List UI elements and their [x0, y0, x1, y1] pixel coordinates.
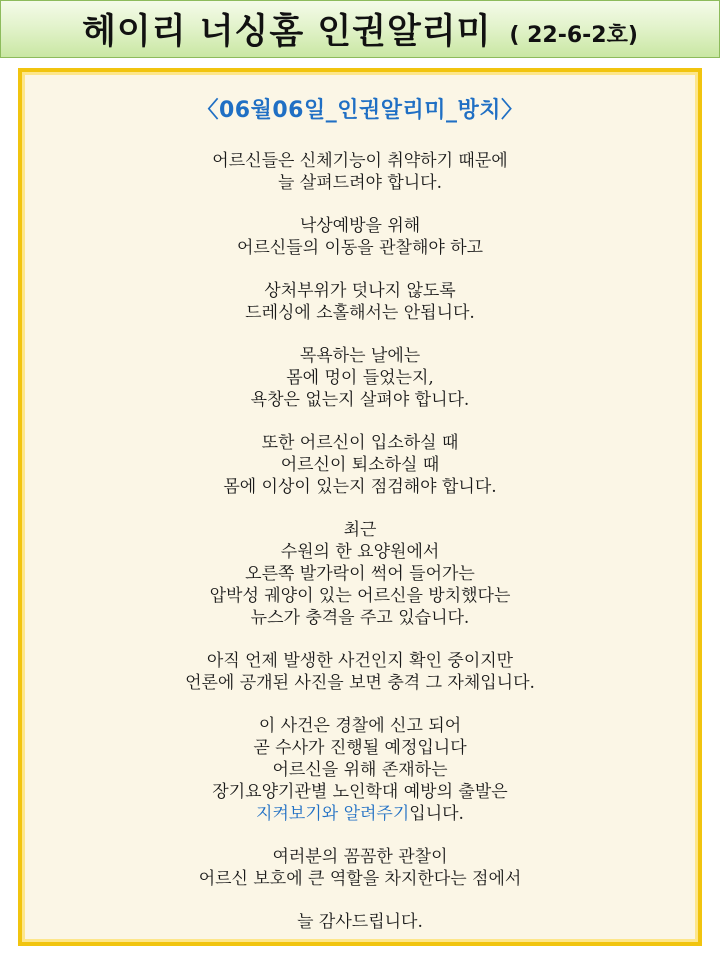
notice-content [18, 68, 702, 946]
text-line: 압박성 궤양이 있는 어르신을 방치했다는 [209, 586, 511, 606]
page-title: 헤이리 너싱홈 인권알리미 [82, 12, 492, 52]
paragraph-8 [18, 715, 702, 825]
header-banner [0, 0, 720, 58]
text-line: 또한 어르신이 입소하실 때 [261, 433, 459, 453]
text-line: 아직 언제 발생한 사건인지 확인 중이지만 [206, 651, 514, 671]
paragraph-4 [18, 345, 702, 411]
text-line: 늘 살펴드려야 합니다. [277, 173, 442, 193]
paragraph-9 [18, 846, 702, 890]
text-line: 여러분의 꼼꼼한 관찰이 [272, 847, 448, 867]
text-line: 몸에 이상이 있는지 점검해야 합니다. [223, 477, 497, 497]
paragraph-10 [18, 911, 702, 933]
text-line: 수원의 한 요양원에서 [280, 542, 440, 562]
paragraph-7 [18, 650, 702, 694]
paragraph-2 [18, 215, 702, 259]
text-line: 어르신이 퇴소하실 때 [280, 455, 440, 475]
highlight-line [18, 803, 702, 825]
text-line: 오른쪽 발가락이 썩어 들어가는 [245, 564, 475, 584]
text-line: 몸에 멍이 들었는지, [286, 368, 434, 388]
notice-title: 〈06월06일_인권알리미_방치〉 [196, 98, 524, 123]
text-line: 뉴스가 충격을 주고 있습니다. [250, 608, 470, 628]
text-line: 언론에 공개된 사진을 보면 충격 그 자체입니다. [185, 673, 535, 693]
text-line: 늘 감사드립니다. [297, 912, 423, 932]
notice-body [18, 150, 702, 954]
paragraph-3 [18, 280, 702, 324]
paragraph-6 [18, 519, 702, 629]
text-line: 목욕하는 날에는 [299, 346, 421, 366]
text-line: 어르신 보호에 큰 역할을 차지한다는 점에서 [198, 869, 522, 889]
text-line: 어르신을 위해 존재하는 [272, 760, 448, 780]
highlight-inform: 알려주기 [343, 804, 410, 824]
text-line: 욕창은 없는지 살펴야 합니다. [250, 390, 470, 410]
highlight-watch: 지켜보기 [256, 804, 322, 824]
text-line: 곧 수사가 진행될 예정입니다 [253, 738, 467, 758]
highlight-ending: 입니다. [409, 804, 464, 824]
highlight-connector: 와 [321, 804, 344, 824]
paragraph-1 [18, 150, 702, 194]
issue-number: ( 22-6-2호) [509, 22, 638, 48]
text-line: 드레싱에 소홀해서는 안됩니다. [245, 303, 475, 323]
text-line: 어르신들의 이동을 관찰해야 하고 [236, 238, 484, 258]
text-line: 최근 [343, 520, 377, 540]
text-line: 이 사건은 경찰에 신고 되어 [258, 716, 462, 736]
paragraph-5 [18, 432, 702, 498]
text-line: 상처부위가 덧나지 않도록 [264, 281, 456, 301]
text-line: 장기요양기관별 노인학대 예방의 출발은 [212, 782, 508, 802]
text-line: 낙상예방을 위해 [299, 216, 421, 236]
text-line: 어르신들은 신체기능이 취약하기 때문에 [212, 151, 508, 171]
